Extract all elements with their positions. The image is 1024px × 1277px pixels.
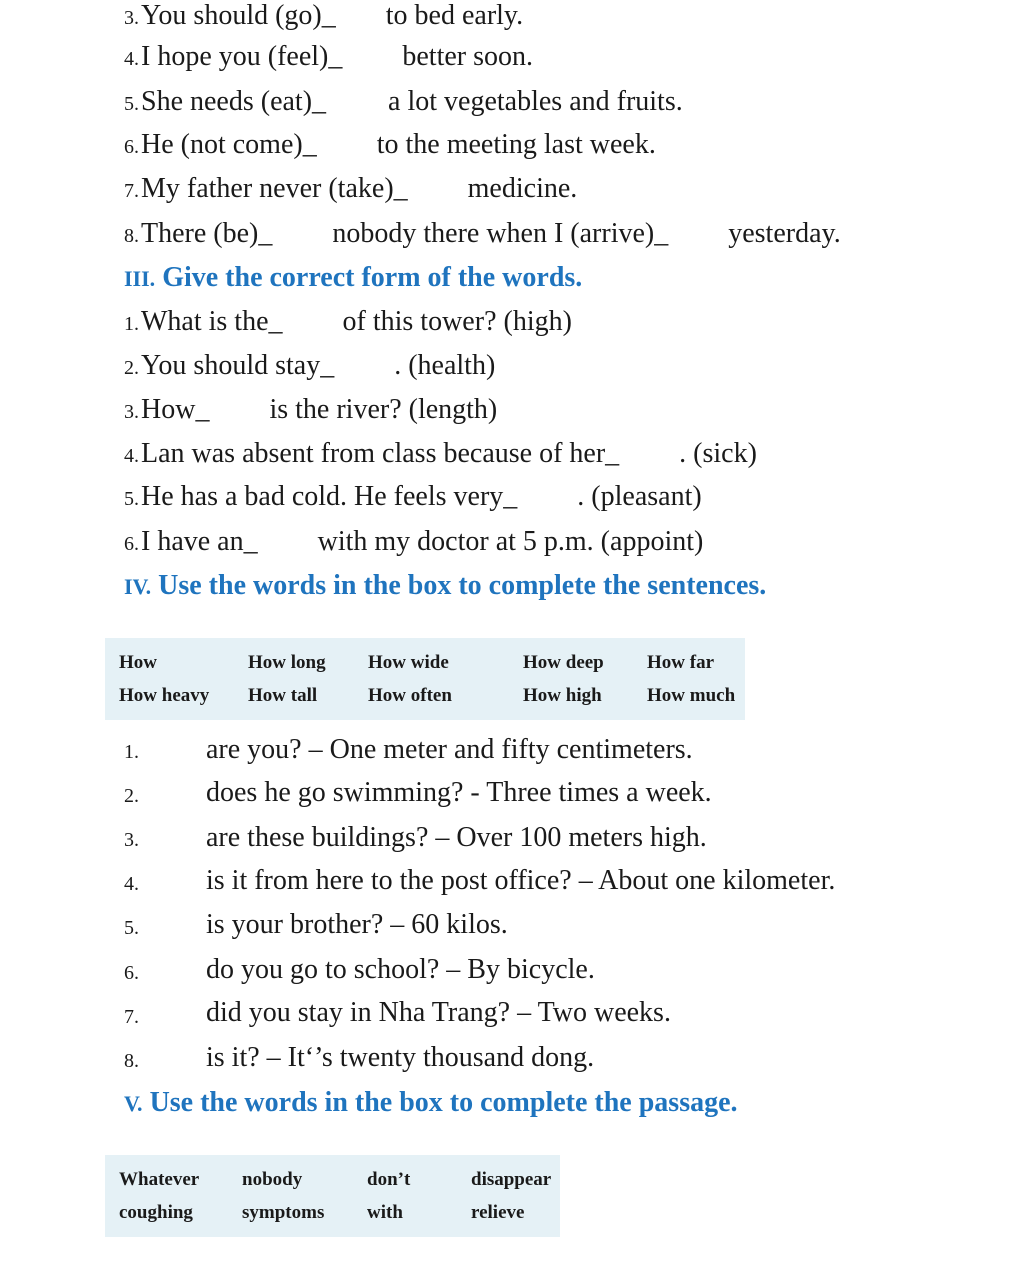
box-word: How heavy [119, 685, 210, 706]
box-word: How deep [523, 652, 604, 673]
section-3-item: 1.What is the_ of this tower? (high) [124, 306, 572, 337]
section-2-item: 5.She needs (eat)_ a lot vegetables and fruits. [124, 86, 683, 117]
word-box-5 [105, 1155, 560, 1237]
section-3-heading: III. Give the correct form of the words. [124, 262, 583, 293]
section-5-heading: V. Use the words in the box to complete the passage. [124, 1087, 738, 1118]
box-word: nobody [242, 1169, 303, 1190]
box-word: coughing [119, 1202, 193, 1223]
section-3-item: 2.You should stay_ . (health) [124, 350, 496, 381]
word-box-4 [105, 638, 745, 720]
section-4-heading: IV. Use the words in the box to complete the sentences. [124, 570, 767, 601]
section-2-item: 6.He (not come)_ to the meeting last week. [124, 129, 656, 160]
box-word: Whatever [119, 1169, 200, 1190]
box-word: with [367, 1202, 403, 1223]
section-3-item: 4.Lan was absent from class because of her_ . (sick) [124, 438, 757, 469]
section-3-item: 5.He has a bad cold. He feels very_ . (pleasant) [124, 481, 702, 512]
section-3-item: 6.I have an_ with my doctor at 5 p.m. (appoint) [124, 526, 704, 557]
box-word: disappear [471, 1169, 552, 1190]
box-word: How [119, 652, 157, 673]
box-word: How long [248, 652, 326, 673]
section-2-item: 4.I hope you (feel)_ better soon. [124, 41, 533, 72]
box-word: How much [647, 685, 736, 706]
box-word: symptoms [242, 1202, 325, 1223]
box-word: relieve [471, 1202, 525, 1223]
box-word: don’t [367, 1169, 411, 1190]
section-2-item: 8.There (be)_ nobody there when I (arrive)_ yesterday. [124, 218, 841, 249]
box-word: How often [368, 685, 452, 706]
box-word: How high [523, 685, 602, 706]
section-3-item: 3.How_ is the river? (length) [124, 394, 498, 425]
box-word: How tall [248, 685, 318, 706]
box-word: How wide [368, 652, 449, 673]
section-2-item: 3.You should (go)_ to bed early. [124, 0, 524, 31]
section-2-item: 7.My father never (take)_ medicine. [124, 173, 578, 204]
box-word: How far [647, 652, 715, 673]
